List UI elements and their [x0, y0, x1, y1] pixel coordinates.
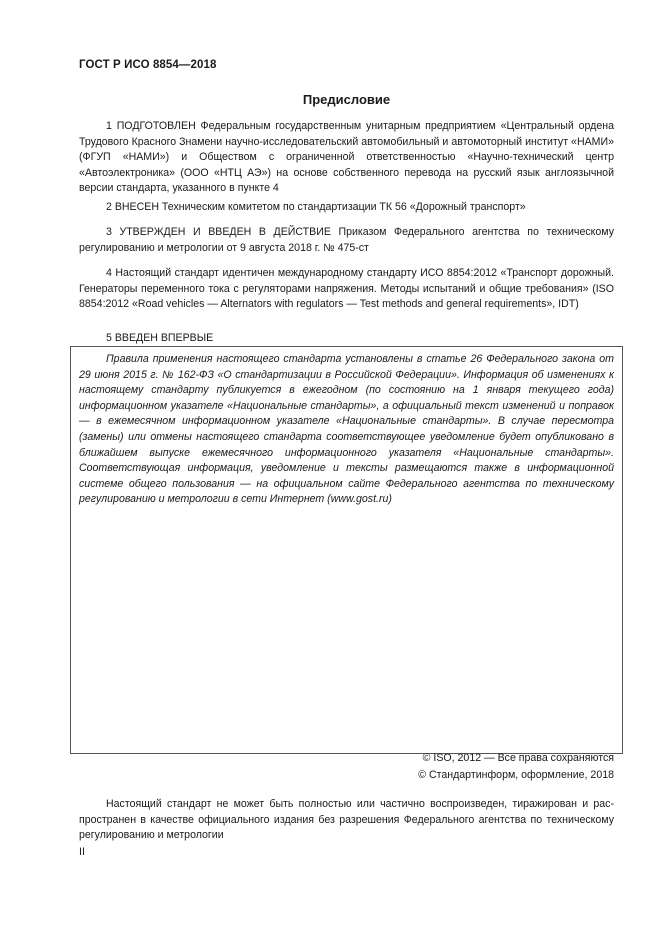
section-title: Предисловие — [302, 92, 391, 107]
page-number: II — [79, 846, 85, 858]
paragraph-4-identical-standard: 4 Настоящий стандарт идентичен международному стандарту ИСО 8854:2012 «Транспорт дорожный. Генераторы переменного тока с регуляторами напряжения. Методы испытаний и общие требования» (ISO 8854:2012 «Road vehicles — Alternators with regulators — Test methods and general requirements», IDT) — [79, 267, 614, 311]
copyright-standartinform: © Стандартинформ, оформление, 2018 — [418, 769, 614, 781]
paragraph-3-approved: 3 УТВЕРЖДЕН И ВВЕДЕН В ДЕЙСТВИЕ Приказом Федерального агентства по техническому регулированию и метрологии от 9 августа 2018 г. № 475-ст — [79, 226, 614, 254]
paragraph-5-introduced-first: 5 ВВЕДЕН ВПЕРВЫЕ — [106, 332, 214, 344]
reproduction-notice: Настоящий стандарт не может быть полностью или частично воспроизведен, тиражирован и распространен в качестве официального издания без разрешения Федерального агентства по техническому регулированию и метрологии — [79, 798, 614, 842]
application-rules-notice: Правила применения настоящего стандарта установлены в статье 26 Федерального закона от 29 июня 2015 г. № 162-ФЗ «О стандартизации в Российской Федерации». Информация об изменениях к настоящему стандарту публикуется в ежегодном (по состоянию на 1 января текущего года) информационном указателе «Национальные стандарты», а официальный текст изменений и поправок — в ежемесячном информационном указателе «Национальные стандарты». В случае пересмотра (замены) или отмены настоящего стандарта соответствующее уведомление будет опубликовано в ближайшем выпуске ежемесячного информационного указателя «Национальные стандарты». Соответствующая информация, уведомление и тексты размещаются также в информационной системе общего пользования — на официальном сайте Федерального агентства по техническому регулированию и метрологии в сети Интернет (www.gost.ru) — [79, 353, 614, 506]
paragraph-2-submitted-by: 2 ВНЕСЕН Техническим комитетом по стандартизации ТК 56 «Дорожный транспорт» — [106, 201, 526, 213]
document-code-header: ГОСТ Р ИСО 8854—2018 — [79, 59, 217, 71]
copyright-iso: © ISO, 2012 — Все права сохраняются — [422, 752, 614, 764]
paragraph-1-prepared-by: 1 ПОДГОТОВЛЕН Федеральным государственным унитарным предприятием «Центральный ордена Трудового Красного Знамени научно-исследовательский автомобильный и автомоторный институт «НАМИ» (ФГУП «НАМИ») и Обществом с ограниченной ответственностью «Научно-технический центр «Автоэлектроника» (ООО «НТЦ АЭ») на основе собственного перевода на русский язык англоязычной версии стандарта, указанного в пункте 4 — [79, 120, 614, 195]
